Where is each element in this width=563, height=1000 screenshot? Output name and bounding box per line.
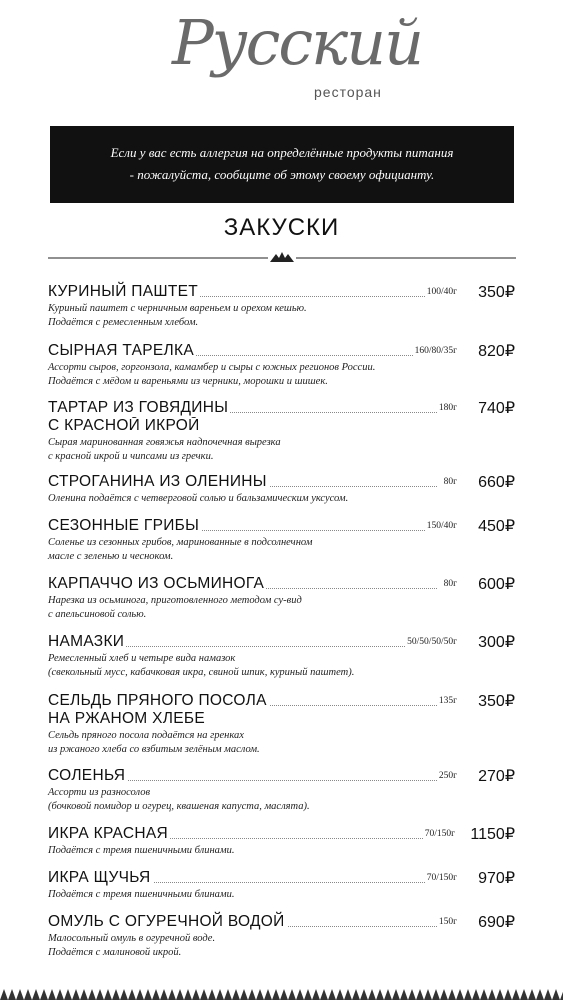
menu-item-price: 740₽ (478, 400, 515, 417)
menu-item-description (48, 436, 515, 464)
description-line: (свекольный мусс, кабачковая икра, свиной шпик, куриный паштет). (48, 667, 355, 678)
menu-item-description (48, 302, 515, 330)
description-line: Подаётся с тремя пшеничными блинами. (48, 845, 235, 856)
menu-item (48, 692, 515, 757)
menu-item-price: 1150₽ (470, 826, 515, 843)
menu-item-description (48, 652, 515, 680)
menu-item-weight: 180г (438, 403, 457, 413)
menu-item-name: СЕЗОННЫЕ ГРИБЫ (48, 517, 200, 534)
menu-item-price: 270₽ (478, 768, 515, 785)
menu-item-price: 350₽ (478, 284, 515, 301)
logo-subtitle: ресторан (314, 84, 382, 100)
description-line: масле с зеленью и чесноком. (48, 551, 174, 562)
menu-item (48, 283, 515, 330)
description-line: Сырая маринованная говяжья надпочечная вырезка (48, 437, 281, 448)
section-title: ЗАКУСКИ (223, 214, 340, 241)
description-line: (бочковой помидор и огурец, квашеная капуста, маслята). (48, 801, 310, 812)
menu-item (48, 869, 515, 902)
menu-item-description (48, 492, 515, 506)
menu-item-weight: 100/40г (426, 287, 457, 297)
allergy-notice-line: Если у вас есть аллергия на определённые продукты питания (110, 145, 454, 160)
menu-item-price: 450₽ (478, 518, 515, 535)
menu-item-description (48, 594, 515, 622)
bottom-ornament-border (0, 987, 563, 1000)
description-line: Нарезка из осьминога, приготовленного методом су-вид (48, 595, 302, 606)
description-line: Сельдь пряного посола подаётся на гренках (48, 730, 244, 741)
description-line: Подаётся с мёдом и вареньями из черники, морошки и шишек. (48, 376, 328, 387)
description-line: с апельсиновой солью. (48, 609, 147, 620)
menu-item (48, 633, 515, 680)
description-line: Оленина подаётся с четверговой солью и бальзамическим уксусом. (48, 493, 349, 504)
menu-item-name: СЕЛЬДЬ ПРЯНОГО ПОСОЛА (48, 692, 267, 709)
menu-item-price: 820₽ (478, 343, 515, 360)
menu-item-description (48, 729, 515, 757)
description-line: Ремесленный хлеб и четыре вида намазок (48, 653, 236, 664)
menu-item-name: ИКРА ЩУЧЬЯ (48, 869, 151, 886)
menu-item-weight: 150г (438, 917, 457, 927)
allergy-notice (50, 126, 514, 203)
allergy-notice-line: - пожалуйста, сообщите об этому своему официанту. (129, 167, 435, 182)
menu-item (48, 473, 515, 506)
menu-item-weight: 80г (443, 579, 457, 589)
menu-item (48, 399, 515, 464)
menu-item-description (48, 786, 515, 814)
description-line: с красной икрой и чипсами из гречки. (48, 451, 214, 462)
description-line: Подаётся с малиновой икрой. (48, 947, 182, 958)
menu-item-name: СОЛЕНЬЯ (48, 767, 126, 784)
menu-item (48, 913, 515, 960)
menu-item-weight: 50/50/50/50г (407, 637, 457, 647)
menu-item-name-line2: НА РЖАНОМ ХЛЕБЕ (48, 710, 205, 727)
menu-item-weight: 80г (443, 477, 457, 487)
description-line: Ассорти из разносолов (48, 787, 151, 798)
logo-script-text: Русский (172, 6, 423, 79)
description-line: Ассорти сыров, горгонзола, камамбер и сыры с южных регионов России. (48, 362, 376, 373)
description-line: Подаётся с ремесленным хлебом. (48, 317, 199, 328)
menu-item-description (48, 888, 515, 902)
description-line: Куриный паштет с черничным вареньем и орехом кешью. (48, 303, 307, 314)
menu-item-weight: 150/40г (426, 521, 457, 531)
menu-item-name: КАРПАЧЧО ИЗ ОСЬМИНОГА (48, 575, 265, 592)
menu-item (48, 767, 515, 814)
menu-item-price: 600₽ (478, 576, 515, 593)
menu-item-name: ОМУЛЬ С ОГУРЕЧНОЙ ВОДОЙ (48, 913, 285, 930)
menu-item-weight: 250г (438, 771, 457, 781)
menu-item-weight: 135г (438, 696, 457, 706)
description-line: Соленье из сезонных грибов, маринованные в подсолнечном (48, 537, 313, 548)
menu-item-name: СТРОГАНИНА ИЗ ОЛЕНИНЫ (48, 473, 267, 490)
menu-item (48, 825, 515, 858)
menu-item-name: ТАРТАР ИЗ ГОВЯДИНЫ (48, 399, 229, 416)
menu-item-price: 300₽ (478, 634, 515, 651)
menu-item-name: СЫРНАЯ ТАРЕЛКА (48, 342, 194, 359)
menu-item-weight: 70/150г (426, 873, 457, 883)
description-line: Малосольный омуль в огуречной воде. (48, 933, 216, 944)
menu-item-weight: 70/150г (424, 829, 455, 839)
menu-item-price: 660₽ (478, 474, 515, 491)
menu-item-weight: 160/80/35г (414, 346, 457, 356)
menu-item (48, 517, 515, 564)
menu-item-name-line2: С КРАСНОЙ ИКРОЙ (48, 417, 200, 434)
menu-item-price: 690₽ (478, 914, 515, 931)
menu-item-description (48, 932, 515, 960)
menu-item-name: КУРИНЫЙ ПАШТЕТ (48, 283, 199, 300)
menu-item-description (48, 361, 515, 389)
menu-item-price: 970₽ (478, 870, 515, 887)
menu-item-price: 350₽ (478, 693, 515, 710)
divider-ornament (48, 250, 516, 266)
menu-item-description (48, 536, 515, 564)
menu-item (48, 342, 515, 389)
menu-item-description (48, 844, 515, 858)
menu-item (48, 575, 515, 622)
restaurant-logo (0, 8, 563, 113)
menu-item-name: НАМАЗКИ (48, 633, 125, 650)
description-line: Подаётся с тремя пшеничными блинами. (48, 889, 235, 900)
menu-item-name: ИКРА КРАСНАЯ (48, 825, 168, 842)
description-line: из ржаного хлеба со взбитым зелёным маслом. (48, 744, 260, 755)
